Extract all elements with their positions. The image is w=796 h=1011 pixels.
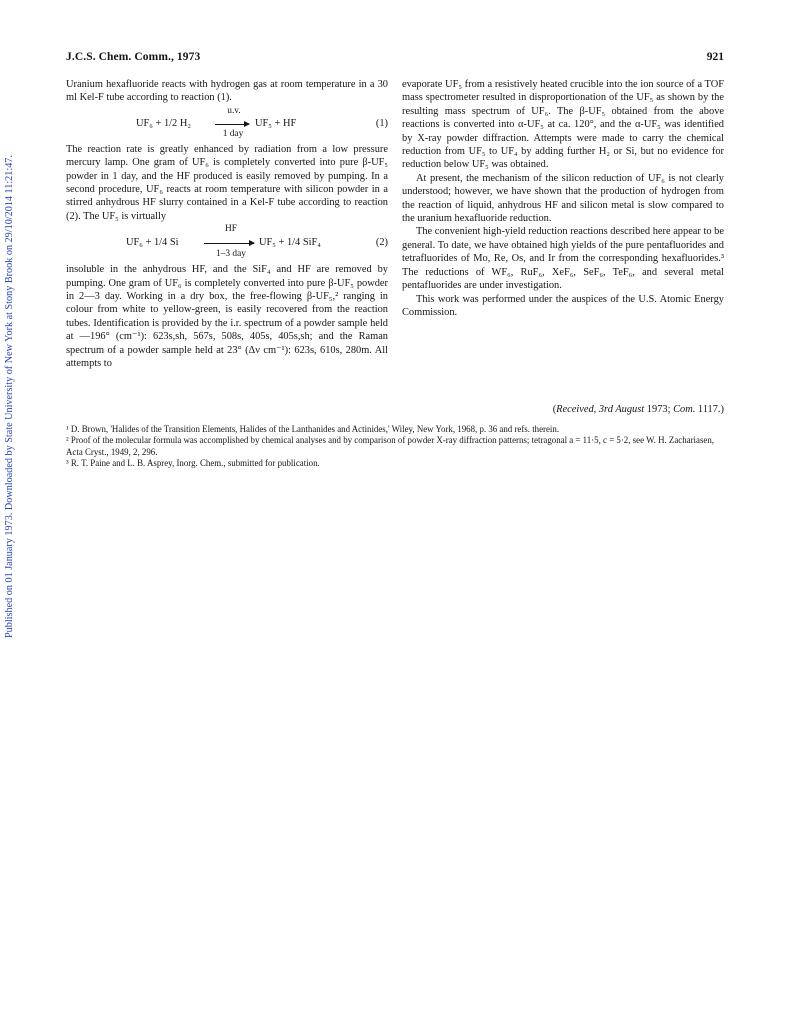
equation-2-number: (2) xyxy=(375,237,388,249)
download-stamp-text: Published on 01 January 1973. Downloaded by State University of New York at Stony Brook on 29/10/2014 11:21:47. xyxy=(4,155,15,638)
received-com: Com. xyxy=(673,404,696,415)
equation-1-lhs: UF₆ + 1/2 H₂ xyxy=(136,117,191,129)
equation-1-arrow xyxy=(215,124,249,125)
received-number: 1117. xyxy=(697,404,721,415)
equation-2-lhs: UF₆ + 1/4 Si xyxy=(126,237,179,249)
footnote-3: ³ R. T. Paine and L. B. Asprey, Inorg. Chem., submitted for publication. xyxy=(66,458,320,469)
footnotes xyxy=(66,424,724,470)
left-column xyxy=(66,78,388,371)
equation-1-number: (1) xyxy=(375,117,388,129)
received-date: 3rd August xyxy=(598,404,645,415)
equation-1 xyxy=(66,105,388,143)
right-column xyxy=(402,78,724,319)
left-paragraph-1: Uranium hexafluoride reacts with hydrogen gas at room temperature in a 30 ml Kel-F tube according to reaction (1). xyxy=(66,79,388,104)
right-paragraph-3: The convenient high-yield reduction reactions described here appear to be general. To date, we have obtained high yields of the pure pentafluorides and tetrafluorides of Mo, Re, Os, and Ir from the corresponding hexafluorides.³ The reductions of WF₆, RuF₆, XeF₆, SeF₆, TeF₆, and several metal pentafluorides are under investigation. xyxy=(402,226,724,292)
received-label: Received, xyxy=(556,404,597,415)
equation-2-arrow xyxy=(204,243,254,244)
equation-1-rhs: UF₅ + HF xyxy=(255,117,297,129)
right-paragraph-4: This work was performed under the auspices of the U.S. Atomic Energy Commission. xyxy=(402,293,724,318)
received-line: (Received, 3rd August 1973; Com. 1117.) xyxy=(552,404,724,415)
left-paragraph-3: insoluble in the anhydrous HF, and the SiF₄ and HF are removed by pumping. One gram of UF₆ is completely converted into pure β-UF₅ powder in 2—3 day. Working in a dry box, the free-flowing β-UF₅,² ranging in colour from white to yellow-green, is easily recovered from the reaction tubes. Identification is provided by the i.r. spectrum of a powder sample held at —196° (cm⁻¹): 623s,sh, 567s, 508s, 405s, 405s,sh; and the Raman spectrum of a powder sample held at 23° (Δν cm⁻¹): 623s, 610s, 280m. All attempts to xyxy=(66,264,388,370)
page-header xyxy=(66,51,724,67)
left-paragraph-2: The reaction rate is greatly enhanced by radiation from a low pressure mercury lamp. One gram of UF₆ is completely converted into pure β-UF₅ powder in 1 day, and the HF produced is easily removed by pumping. In a second procedure, UF₆ reacts at room temperature with silicon powder in a stirred anhydrous HF slurry contained in a Kel-F tube according to reaction (2). The UF₅ is virtually xyxy=(66,143,388,222)
footnote-1: ¹ D. Brown, 'Halides of the Transition Elements, Halides of the Lanthanides and Actinides,' Wiley, New York, 1968, p. 36 and refs. therein. xyxy=(66,424,560,434)
equation-1-time: 1 day xyxy=(222,128,244,139)
download-stamp xyxy=(3,8,17,638)
equation-2 xyxy=(66,223,388,263)
equation-2-time: 1–3 day xyxy=(216,249,246,260)
received-year: 1973; xyxy=(646,404,671,415)
right-paragraph-2: At present, the mechanism of the silicon reduction of UF₆ is not clearly understood; however, we have shown that the production of hydrogen from the reaction of liquid, anhydrous HF and silicon metal is slow compared to the uranium hexafluoride reduction. xyxy=(402,172,724,225)
journal-title: J.C.S. Chem. Comm., 1973 xyxy=(66,51,201,63)
equation-1-condition: u.v. xyxy=(227,105,241,116)
equation-2-solvent: HF xyxy=(225,224,237,235)
footnote-2: ² Proof of the molecular formula was accomplished by chemical analyses and by comparison of powder X-ray diffraction patterns; tetragonal a = 11·5, c = 5·2, see W. H. Zachariasen, Acta Cryst., 1949, 2, 296. xyxy=(66,435,715,457)
equation-2-rhs: UF₅ + 1/4 SiF₄ xyxy=(259,237,321,249)
page-number: 921 xyxy=(706,51,724,63)
right-paragraph-1: evaporate UF₅ from a resistively heated crucible into the ion source of a TOF mass spectrometer resulted in disproportionation of the UF₅ as shown by the resulting mass spectrum of UF₆. The β-UF₅ obtained from the above reactions is converted into α-UF₅ at ca. 120°, and the α-UF₅ was identified by X-ray powder diffraction. Attempts were made to carry the chemical reduction from UF₅ to UF₄ by adding further H₂ or Si, but no evidence for reduction below UF₅ was obtained. xyxy=(402,79,724,171)
